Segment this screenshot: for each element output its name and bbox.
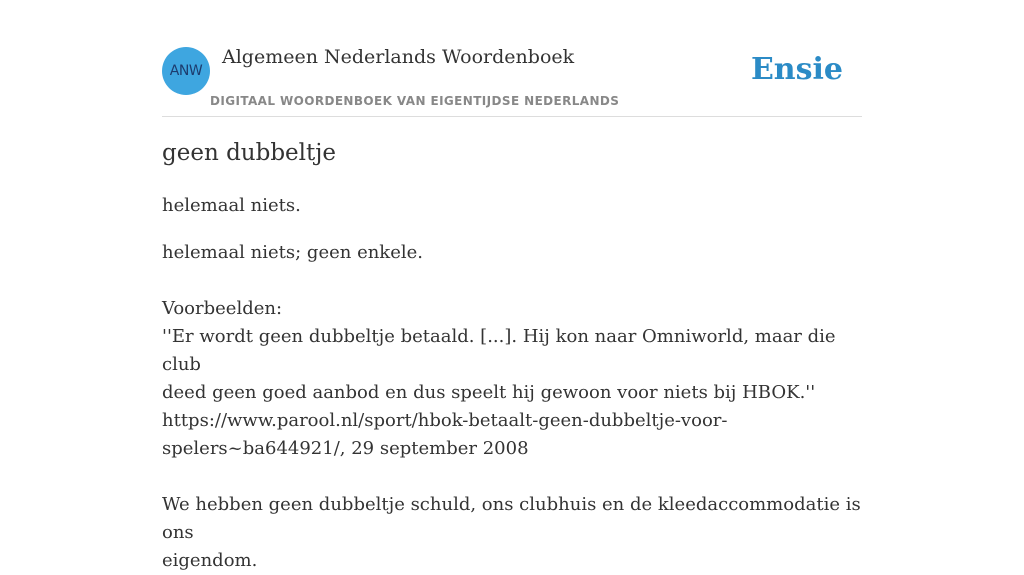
logo-text: ANW	[169, 63, 203, 79]
examples-label: Voorbeelden:	[162, 298, 283, 319]
ensie-brand-link[interactable]: Ensie	[750, 52, 843, 87]
dictionary-subtitle: DIGITAAL WOORDENBOEK VAN EIGENTIJDSE NEDERLANDS	[210, 94, 620, 108]
entry-body	[162, 239, 862, 575]
example-1-quote-line-1: ''Er wordt geen dubbeltje betaald. [...]. Hij kon naar Omniworld, maar die club	[162, 326, 836, 375]
example-1-quote-line-2: deed geen goed aanbod en dus speelt hij gewoon voor niets bij HBOK.''	[162, 382, 816, 403]
page-container	[162, 0, 862, 571]
short-definition: helemaal niets.	[162, 195, 301, 216]
example-2-line-1: We hebben geen dubbeltje schuld, ons clubhuis en de kleedaccommodatie is ons	[162, 494, 861, 543]
example-2-line-2: eigendom.	[162, 550, 258, 571]
full-definition: helemaal niets; geen enkele.	[162, 242, 423, 263]
site-header	[162, 0, 862, 117]
entry-term: geen dubbeltje	[162, 140, 337, 166]
example-1-source-line-2: spelers~ba644921/, 29 september 2008	[162, 438, 529, 459]
dictionary-title[interactable]: Algemeen Nederlands Woordenboek	[222, 46, 575, 68]
anw-logo[interactable]	[162, 47, 210, 95]
example-1-source-line-1: https://www.parool.nl/sport/hbok-betaalt-geen-dubbeltje-voor-	[162, 410, 728, 431]
